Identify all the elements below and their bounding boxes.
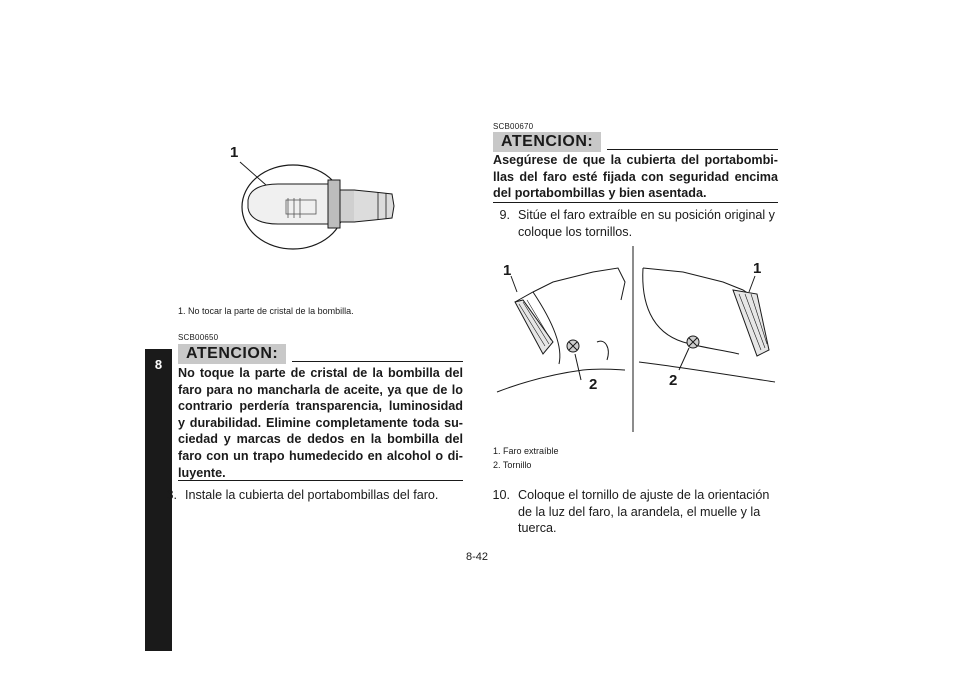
bulb-figure [178,140,463,300]
step-9 [488,207,780,240]
callout-1-left: 1 [503,262,512,279]
warning-code-left: SCB00650 [178,333,219,342]
warning-text-left: No toque la parte de cristal de la bombilla del faro para no mancharla de aceite, ya que de lo contrario perdería transparencia, luminosidad y durabilidad. Elimine completamente toda su-ciedad y marcas de dedos en la bombilla del faro con un trapo humedecido en alcohol o di-luyente. [178,366,463,480]
callout-1-right: 1 [753,260,762,277]
bulb-illustration [178,140,463,300]
warning-text-right: Asegúrese de que la cubierta del portabombi-llas del faro esté fijada con seguridad encima del portabombillas y bien asentada. [493,153,778,201]
bulb-callout: 1 [230,144,239,161]
callout-2-right: 2 [669,372,678,389]
page-number: 8-42 [466,551,489,563]
warning-title-right: ATENCION: [493,132,601,152]
callout-2-left: 2 [589,376,598,393]
step-number: 8. [166,488,177,502]
divider [178,480,463,481]
headlight-caption-2: 2. Tornillo [493,460,532,470]
step-8 [155,487,467,504]
step-number: 10. [492,488,510,502]
bulb-caption: 1. No tocar la parte de cristal de la bombilla. [178,306,354,316]
divider [493,202,778,203]
divider [607,148,778,150]
headlight-caption-1: 1. Faro extraíble [493,446,559,456]
headlight-figure [493,242,778,437]
warning-header-left [178,344,463,364]
warning-header-right [493,132,778,152]
warning-title-left: ATENCION: [178,344,286,364]
step-10 [488,487,780,537]
step-number: 9. [499,208,510,222]
divider [292,360,463,362]
headlight-illustration [493,242,778,437]
step-text: Instale la cubierta del portabombillas del faro. [185,488,439,502]
step-text: Sitúe el faro extraíble en su posición original y coloque los tornillos. [518,208,775,239]
warning-code-right: SCB00670 [493,122,534,131]
step-text: Coloque el tornillo de ajuste de la orientación de la luz del faro, la arandela, el muelle y la tuerca. [518,488,770,535]
chapter-tab: 8 [145,349,172,651]
